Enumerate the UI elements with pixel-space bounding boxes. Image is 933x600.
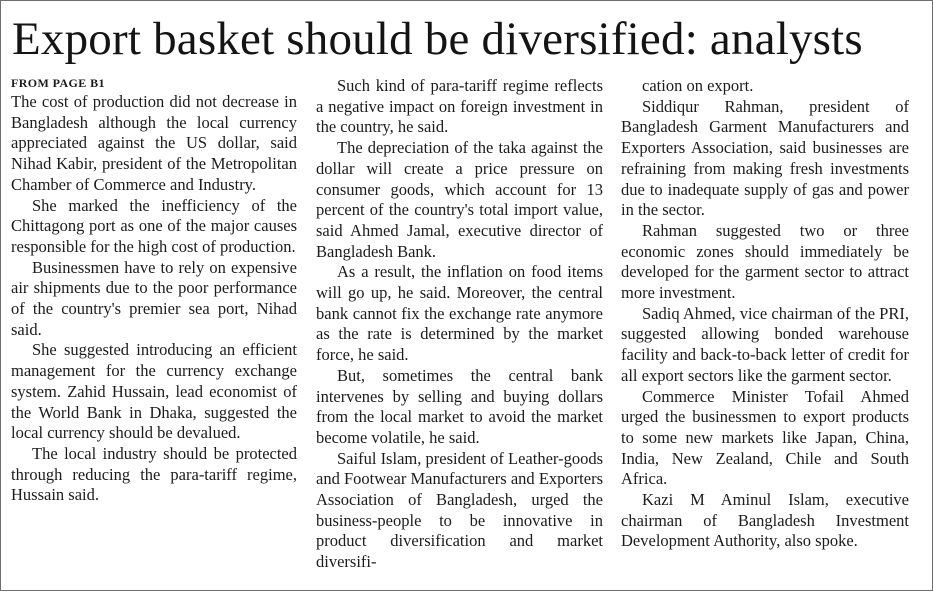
paragraph: But, sometimes the central bank intervenes by selling and buying dollars from the local market to avoid the market become volatile, he said. (316, 365, 603, 447)
article-column-3 (621, 76, 909, 552)
paragraph: Saiful Islam, president of Leather-goods and Footwear Manufacturers and Exporters Association of Bangladesh, urged the business-people to be innovative in product diversification and market diversifi- (316, 448, 603, 572)
paragraph: Such kind of para-tariff regime reflects a negative impact on foreign investment in the country, he said. (316, 76, 603, 137)
paragraph: She suggested introducing an efficient management for the currency exchange system. Zahid Hussain, lead economist of the World Bank in Dhaka, suggested the local currency should be devalued. (11, 340, 297, 443)
paragraph: Rahman suggested two or three economic zones should immediately be developed for the garment sector to attract more investment. (621, 220, 909, 303)
article-headline: Export basket should be diversified: analysts (12, 13, 863, 65)
dateline: FROM PAGE B1 (11, 76, 105, 90)
paragraph: Businessmen have to rely on expensive air shipments due to the poor performance of the country's premier sea port, Nihad said. (11, 257, 297, 339)
paragraph: The depreciation of the taka against the dollar will create a price pressure on consumer goods, which account for 13 percent of the country's total import value, said Ahmed Jamal, executive director of Bangladesh Bank. (316, 138, 603, 261)
paragraph: As a result, the inflation on food items will go up, he said. Moreover, the central bank cannot fix the exchange rate anymore as the rate is determined by the market force, he said. (316, 262, 603, 365)
paragraph: cation on export. (642, 76, 754, 95)
paragraph: Kazi M Aminul Islam, executive chairman of Bangladesh Investment Development Authority, also spoke. (621, 490, 909, 551)
paragraph: Siddiqur Rahman, president of Bangladesh Garment Manufacturers and Exporters Association, said businesses are refraining from making fresh investments due to inadequate supply of gas and power in the sector. (621, 96, 909, 220)
paragraph: The cost of production did not decrease in Bangladesh although the local currency appreciated against the US dollar, said Nihad Kabir, president of the Metropolitan Chamber of Commerce and Industry. (11, 92, 297, 194)
paragraph: Sadiq Ahmed, vice chairman of the PRI, suggested allowing bonded warehouse facility and back-to-back letter of credit for all export sectors like the garment sector. (621, 303, 909, 385)
paragraph: The local industry should be protected through reducing the para-tariff regime, Hussain said. (11, 443, 297, 505)
paragraph: Commerce Minister Tofail Ahmed urged the businessmen to export products to some new markets like Japan, China, India, New Zealand, Chile and South Africa. (621, 386, 909, 489)
article-column-1 (11, 76, 297, 506)
article-column-2 (316, 76, 603, 573)
paragraph: She marked the inefficiency of the Chittagong port as one of the major causes responsible for the high cost of production. (11, 195, 297, 256)
